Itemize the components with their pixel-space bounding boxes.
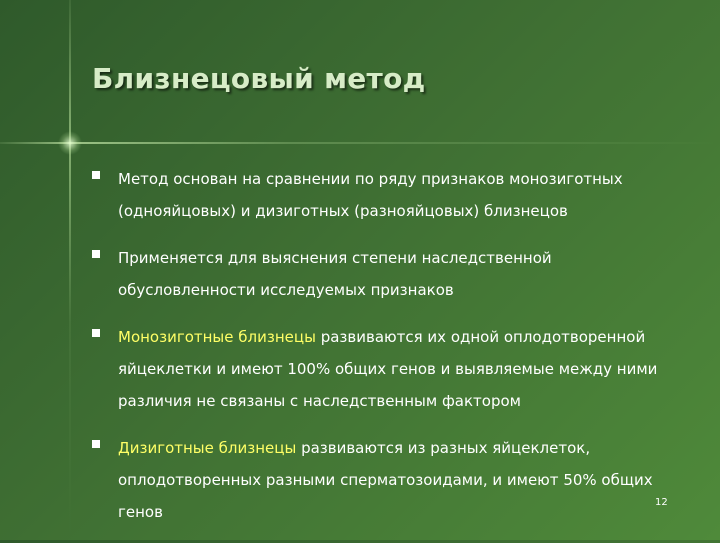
square-bullet-icon <box>92 171 100 179</box>
bullet-item-4 <box>92 432 682 528</box>
highlighted-term: Дизиготные близнецы <box>118 439 297 457</box>
bullet-body: развиваются из разных яйцеклеток, оплодотворенных разными сперматозоидами, и имеют 50% общих генов <box>118 439 653 521</box>
decorative-horizontal-line <box>0 142 720 144</box>
bullet-text <box>118 321 682 417</box>
square-bullet-icon <box>92 329 100 337</box>
bullet-text <box>118 242 682 306</box>
highlighted-term: Монозиготные близнецы <box>118 328 316 346</box>
square-bullet-icon <box>92 250 100 258</box>
decorative-vertical-line <box>69 0 71 540</box>
bullet-text <box>118 163 682 227</box>
page-number: 12 <box>655 497 668 508</box>
bullet-body: Применяется для выяснения степени наследственной обусловленности исследуемых признаков <box>118 249 552 299</box>
bullet-item-3 <box>92 321 682 417</box>
bullet-item-1 <box>92 163 682 227</box>
bullet-list <box>92 163 682 543</box>
bullet-body: Метод основан на сравнении по ряду признаков монозиготных (однояйцовых) и дизиготных (разнояйцовых) близнецов <box>118 170 623 220</box>
slide-title: Близнецовый метод <box>92 62 426 95</box>
bullet-body: развиваются их одной оплодотворенной яйцеклетки и имеют 100% общих генов и выявляемые между ними различия не связаны с наследственным фактором <box>118 328 658 410</box>
bullet-text <box>118 432 682 528</box>
decorative-glow <box>58 131 82 155</box>
square-bullet-icon <box>92 440 100 448</box>
bullet-item-2 <box>92 242 682 306</box>
